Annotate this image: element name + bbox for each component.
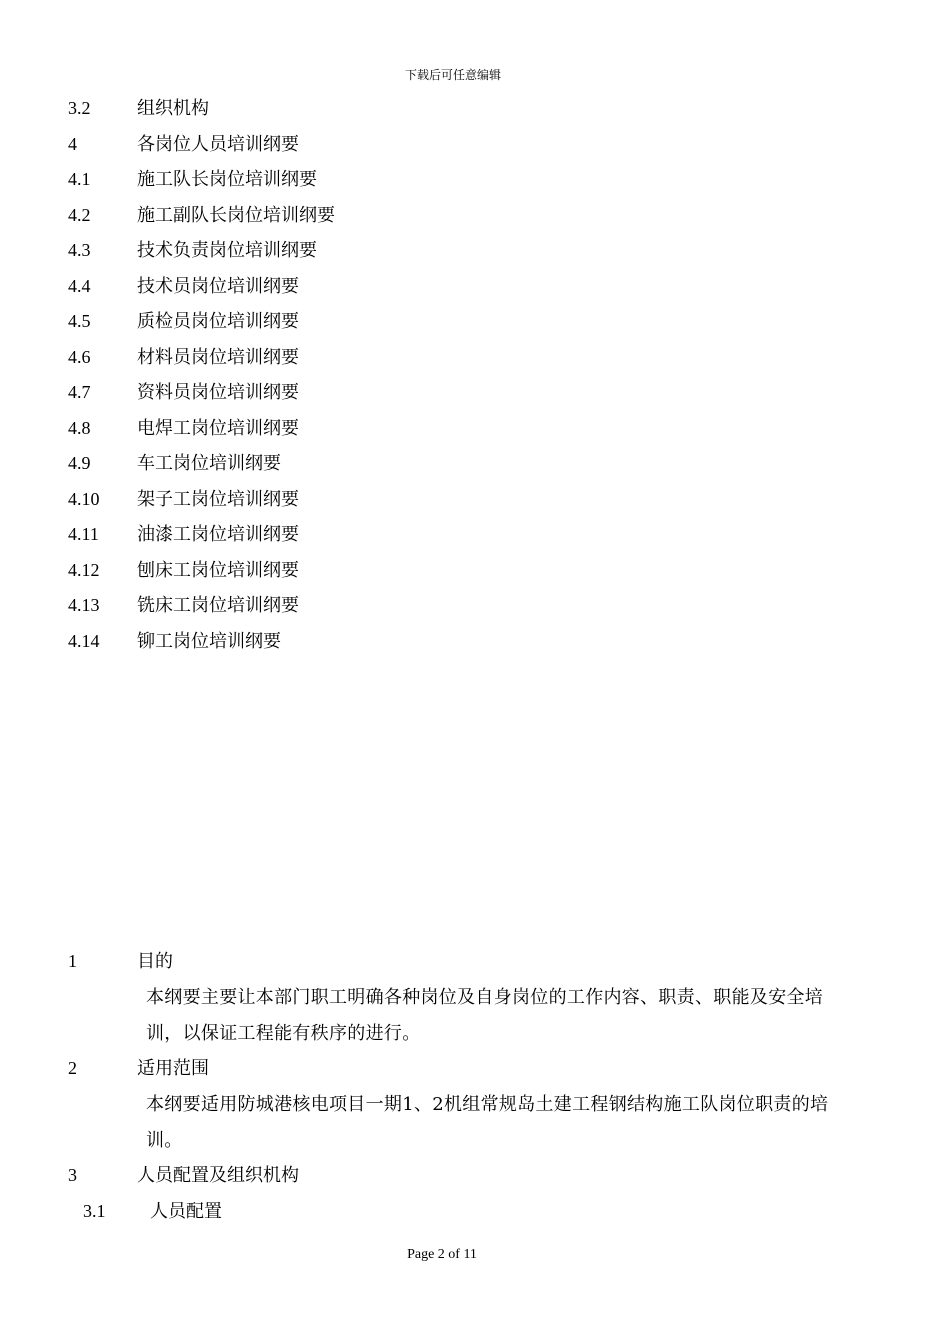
toc-entry-title: 材料员岗位培训纲要 bbox=[137, 346, 299, 368]
section-3-heading bbox=[68, 1160, 299, 1191]
toc-entry-number: 4.13 bbox=[68, 595, 100, 615]
toc-entry bbox=[68, 626, 281, 656]
toc-entry-number: 4.14 bbox=[68, 630, 100, 651]
toc-entry-title: 刨床工岗位培训纲要 bbox=[137, 559, 299, 581]
toc-entry-title: 铣床工岗位培训纲要 bbox=[137, 595, 299, 616]
section-title: 目的 bbox=[137, 951, 173, 972]
toc-entry bbox=[68, 519, 299, 549]
toc-entry bbox=[68, 484, 299, 514]
toc-entry bbox=[68, 342, 299, 372]
toc-entry bbox=[68, 555, 299, 585]
toc-entry-number: 3.2 bbox=[68, 98, 91, 118]
toc-entry-title: 施工队长岗位培训纲要 bbox=[137, 169, 317, 190]
section-1-heading bbox=[68, 946, 173, 977]
toc-entry-title: 组织机构 bbox=[137, 98, 209, 119]
toc-entry-title: 技术员岗位培训纲要 bbox=[137, 275, 299, 297]
toc-entry bbox=[68, 200, 335, 230]
toc-entry-title: 架子工岗位培训纲要 bbox=[137, 488, 299, 510]
toc-entry bbox=[68, 271, 299, 301]
section-number: 3.1 bbox=[83, 1201, 106, 1221]
section-number: 1 bbox=[68, 951, 77, 971]
toc-entry-number: 4.12 bbox=[68, 559, 100, 580]
toc-entry-number: 4.3 bbox=[68, 240, 91, 260]
section-1-body: 本纲要主要让本部门职工明确各种岗位及自身岗位的工作内容、职责、职能及安全培训，以保证工程能有秩序的进行。 bbox=[146, 987, 824, 1044]
toc-entry bbox=[68, 164, 317, 194]
toc-entry-number: 4.5 bbox=[68, 311, 91, 331]
toc-entry bbox=[68, 129, 299, 159]
toc-entry-number: 4.6 bbox=[68, 346, 91, 367]
toc-entry-number: 4.10 bbox=[68, 488, 100, 509]
toc-entry-title: 质检员岗位培训纲要 bbox=[137, 311, 299, 332]
toc-entry bbox=[68, 306, 299, 336]
toc-entry-number: 4.1 bbox=[68, 169, 91, 189]
toc-entry-title: 技术负责岗位培训纲要 bbox=[137, 240, 317, 261]
toc-entry-title: 施工副队长岗位培训纲要 bbox=[137, 204, 335, 226]
section-number: 2 bbox=[68, 1058, 77, 1078]
toc-entry bbox=[68, 235, 317, 265]
toc-entry-title: 电焊工岗位培训纲要 bbox=[137, 417, 299, 439]
toc-entry-number: 4.9 bbox=[68, 453, 91, 473]
toc-entry-number: 4 bbox=[68, 133, 77, 154]
toc-entry-title: 资料员岗位培训纲要 bbox=[137, 382, 299, 403]
section-title: 人员配置 bbox=[150, 1201, 222, 1222]
toc-entry-number: 4.4 bbox=[68, 275, 91, 296]
toc-entry bbox=[68, 413, 299, 443]
section-2-body: 本纲要适用防城港核电项目一期1、2机组常规岛土建工程钢结构施工队岗位职责的培训。 bbox=[146, 1094, 829, 1151]
toc-entry-title: 各岗位人员培训纲要 bbox=[137, 133, 299, 155]
section-2-heading bbox=[68, 1053, 209, 1084]
section-title: 适用范围 bbox=[137, 1058, 209, 1079]
section-3-1-heading bbox=[83, 1196, 222, 1227]
toc-entry-title: 油漆工岗位培训纲要 bbox=[137, 524, 299, 545]
section-number: 3 bbox=[68, 1165, 77, 1185]
toc-entry bbox=[68, 93, 209, 123]
toc-entry bbox=[68, 590, 299, 620]
toc-entry-title: 车工岗位培训纲要 bbox=[137, 453, 281, 474]
toc-entry-number: 4.2 bbox=[68, 204, 91, 225]
toc-entry bbox=[68, 377, 299, 407]
toc-entry bbox=[68, 448, 281, 478]
toc-entry-number: 4.7 bbox=[68, 382, 91, 402]
toc-entry-title: 铆工岗位培训纲要 bbox=[137, 630, 281, 652]
page-footer: Page 2 of 11 bbox=[407, 1247, 477, 1262]
toc-entry-number: 4.8 bbox=[68, 417, 91, 438]
page-header: 下载后可任意编辑 bbox=[404, 68, 501, 82]
section-title: 人员配置及组织机构 bbox=[137, 1165, 299, 1186]
toc-entry-number: 4.11 bbox=[68, 524, 99, 544]
